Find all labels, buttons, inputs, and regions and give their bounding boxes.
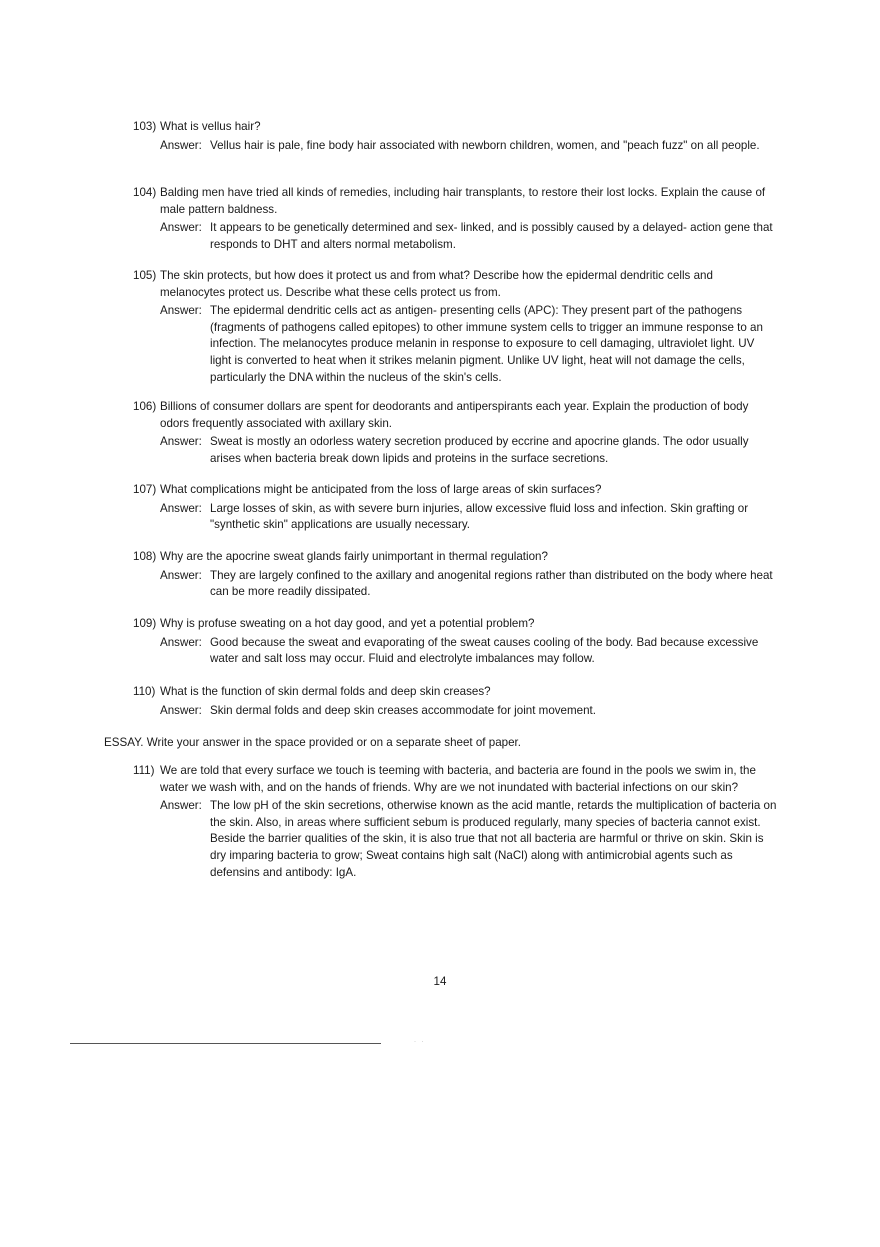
answer-label: Answer: <box>160 635 202 649</box>
question <box>133 616 778 633</box>
question-block-111 <box>133 763 778 881</box>
question-text: Why are the apocrine sweat glands fairly unimportant in thermal regulation? <box>160 550 548 563</box>
question-text: Billions of consumer dollars are spent for deodorants and antiperspirants each year. Explain the production of body odors frequently associated with axillary skin. <box>160 400 749 430</box>
question-text: The skin protects, but how does it protect us and from what? Describe how the epidermal dendritic cells and melanocytes protect us. Describe what these cells protect us from. <box>160 269 713 299</box>
answer <box>133 220 778 253</box>
answer-text: The low pH of the skin secretions, otherwise known as the acid mantle, retards the multiplication of bacteria on the skin. Also, in areas where sufficient sebum is produced regularly, many species of bacteria cannot exist. Beside the barrier qualities of the skin, it is also true that not all bacteria are harmful or thrive on skin. Skin is dry imparing bacteria to grow; Sweat contains high salt (NaCl) along with antimicrobial agents such as defensins and antibody: IgA. <box>210 799 777 879</box>
question-block-110 <box>133 684 778 719</box>
question <box>133 119 778 136</box>
footer-rule <box>70 1043 381 1044</box>
answer-label: Answer: <box>160 703 202 717</box>
answer <box>133 138 778 155</box>
question <box>133 185 778 218</box>
question <box>133 763 778 796</box>
question-number: 108) <box>133 550 157 563</box>
answer <box>133 568 778 601</box>
answer <box>133 303 778 386</box>
answer-text: Good because the sweat and evaporating of the sweat causes cooling of the body. Bad because excessive water and salt loss may occur. Fluid and electrolyte imbalances may follow. <box>210 635 759 666</box>
answer-label: Answer: <box>160 221 202 235</box>
question <box>133 399 778 432</box>
question-number: 107) <box>133 483 157 496</box>
answer <box>133 501 778 534</box>
answer-text: They are largely confined to the axillary and anogenital regions rather than distributed on the body where heat can be more readily dissipated. <box>210 568 773 599</box>
question-block-103 <box>133 119 778 154</box>
question-number: 109) <box>133 617 157 630</box>
answer <box>133 798 778 881</box>
answer-text: The epidermal dendritic cells act as antigen- presenting cells (APC): They present part of the pathogens (fragments of pathogens called epitopes) to other immune system cells to trigger an immune response to an infection. The melanocytes produce melanin in response to exposure to cell damaging, ultraviolet light. UV light is converted to heat when it strikes melanin pigment. Unlike UV light, heat will not damage the cells, particularly the DNA within the nucleus of the skin's cells. <box>210 304 763 384</box>
question-block-109 <box>133 616 778 668</box>
essay-section-heading: ESSAY. Write your answer in the space provided or on a separate sheet of paper. <box>104 736 521 749</box>
answer <box>133 635 778 668</box>
answer-text: It appears to be genetically determined and sex- linked, and is possibly caused by a delayed- action gene that responds to DHT and alters normal metabolism. <box>210 221 773 251</box>
answer <box>133 434 778 467</box>
question-number: 110) <box>133 685 156 698</box>
question-text: Why is profuse sweating on a hot day good, and yet a potential problem? <box>160 617 535 630</box>
answer-label: Answer: <box>160 568 202 582</box>
answer-label: Answer: <box>160 501 202 515</box>
question-number: 103) <box>133 120 157 133</box>
question-number: 105) <box>133 269 157 282</box>
question-block-108 <box>133 549 778 601</box>
answer <box>133 703 778 720</box>
question-text: What is the function of skin dermal folds and deep skin creases? <box>160 685 491 698</box>
question-block-106 <box>133 399 778 467</box>
page-number: 14 <box>433 975 447 988</box>
answer-label: Answer: <box>160 138 202 152</box>
question-block-107 <box>133 482 778 534</box>
question-block-104 <box>133 185 778 253</box>
question-text: What complications might be anticipated from the loss of large areas of skin surfaces? <box>160 483 602 496</box>
question <box>133 549 778 566</box>
question-text: Balding men have tried all kinds of remedies, including hair transplants, to restore their lost locks. Explain the cause of male pattern baldness. <box>160 186 766 216</box>
answer-label: Answer: <box>160 304 202 318</box>
question-text: What is vellus hair? <box>160 120 261 133</box>
question-number: 111) <box>133 764 155 777</box>
answer-text: Sweat is mostly an odorless watery secretion produced by eccrine and apocrine glands. The odor usually arises when bacteria break down lipids and proteins in the surface secretions. <box>210 435 749 465</box>
question-number: 106) <box>133 400 157 413</box>
question <box>133 482 778 499</box>
answer-text: Vellus hair is pale, fine body hair associated with newborn children, women, and "peach fuzz" on all people. <box>210 138 760 152</box>
question <box>133 268 778 301</box>
answer-text: Skin dermal folds and deep skin creases accommodate for joint movement. <box>210 703 597 717</box>
question <box>133 684 778 701</box>
question-number: 104) <box>133 186 157 199</box>
question-block-105 <box>133 268 778 386</box>
question-text: We are told that every surface we touch is teeming with bacteria, and bacteria are found in the pools we swim in, the water we wash with, and on the hands of friends. Why are we not inundated with bacterial infections on our skin? <box>160 764 756 794</box>
footer-mark: · · <box>414 1039 426 1045</box>
answer-label: Answer: <box>160 435 202 449</box>
answer-text: Large losses of skin, as with severe burn injuries, allow excessive fluid loss and infection. Skin grafting or "synthetic skin" applications are usually necessary. <box>210 501 749 532</box>
answer-label: Answer: <box>160 799 202 813</box>
